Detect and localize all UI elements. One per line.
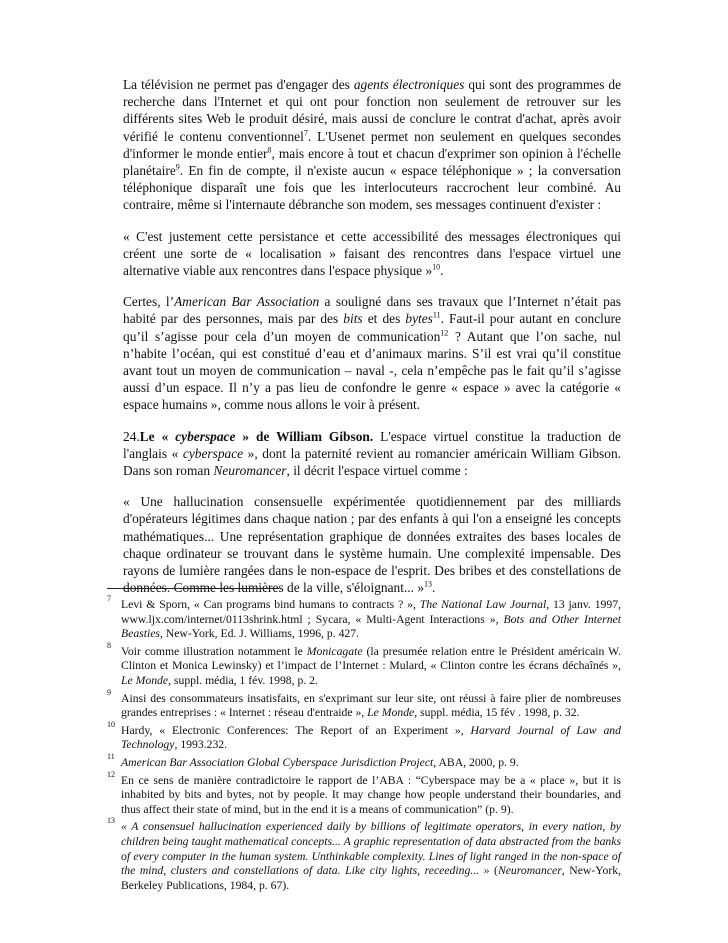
footnote-11: 11 American Bar Association Global Cyberspace Jurisdiction Project, ABA, 2000, p. 9. [107, 751, 519, 769]
footnote-ref: 9 [175, 162, 180, 172]
quote-hallucination: « Une hallucination consensuelle expérimentée quotidiennement par des milliards d'opérateurs légitimes dans chaque nation ; par des enfants à qui l'on a enseigné les concepts mathématiques... Une représentation graphique de données extraites des bases locales de chaque ordinateur se trouvant dans le système humain. Une complexité impensable. Des rayons de lumière rangées dans le non-espace de l'esprit. Des bribes et des constellations de données. Comme les lumières de la ville, s'éloignant... »$^{13}$. [123, 494, 621, 596]
footnote-8: 8 Voir comme illustration notamment le Monicagate (la presumée relation entre le Président américain W. Clinton et Monica Lewinsky) et l’impact de l’Internet : Mulard, « Clinton contre les écrans déchaînés », Le Monde, suppl. média, 1 fév. 1998, p. 2. [107, 640, 621, 687]
footnote-10: 10 Hardy, « Electronic Conferences: The Report of an Experiment », Harvard Journal of Law and Technology, 1993.232. [107, 719, 621, 752]
footnote-separator [107, 588, 279, 589]
footnote-9: 9 Ainsi des consommateurs insatisfaits, en s'exprimant sur leur site, ont réussi à faire plier de nombreuses grandes entreprises : « Internet : réseau d'entraide », Le Monde, suppl. média, 15 fév . 1998, p. 32. [107, 687, 621, 720]
footnote-ref: 13 [424, 579, 433, 589]
section-heading: Le « cyberspace » de William Gibson. [139, 428, 374, 444]
footnotes [107, 594, 621, 893]
section-number: 24. [123, 428, 140, 444]
footnote-ref: 12 [440, 328, 449, 338]
footnote-ref: 8 [267, 145, 272, 155]
quote-persistence: « C'est justement cette persistance et cette accessibilité des messages électroniques qui créent une sorte de « localisation » faisant des rencontres dans l'espace virtuel une alternative viable aux rencontres dans l'espace physique »$^{10}$. [123, 228, 621, 279]
footnote-ref: 11 [432, 310, 441, 320]
body-text [123, 76, 621, 610]
footnote-13: 13 « A consensuel hallucination experienced daily by billions of legitimate operators, in every nation, by children being taught mathematical concepts... A graphic representation of data abstracted from the banks of every computer in the human system. Unthinkable complexity. Lines of light ranged in the non-space of the mind, clusters and constellations of data. Like city lights, receeding... » (Neuromancer, New-York, Berkeley Publications, 1984, p. 67). [107, 816, 621, 892]
footnote-7: 7 Levi & Sporn, « Can programs bind humans to contracts ? », The National Law Journal, 13 janv. 1997, www.ljx.com/internet/0113shrink.html ; Sycara, « Multi-Agent Interactions », Bots and Other Internet Beasties, New-York, Ed. J. Williams, 1996, p. 427. [107, 594, 621, 641]
footnote-ref: 10 [432, 262, 441, 272]
footnote-ref: 7 [303, 128, 308, 138]
paragraph-agents: La télévision ne permet pas d'engager des agents électroniques qui sont des programmes de recherche dans l'Internet et qui ont pour fonction non seulement de retrouver sur les différents sites Web le produit désiré, mais aussi de conclure le contrat d'achat, après avoir vérifié le contenu conventionnel$^7$. L'Usenet permet non seulement en quelques secondes d'informer le monde entier$^8$, mais encore à tout et chacun d'exprimer son opinion à l'échelle planétaire$^9$. En fin de compte, il n'existe aucun « espace téléphonique » ; la conversation téléphonique disparaît une fois que les interlocuteurs raccrochent leur combiné. Au contraire, même si l'internaute débranche son modem, ses messages continuent d'exister : [123, 77, 622, 213]
paragraph-gibson: 24.Le « cyberspace » de William Gibson. L'espace virtuel constitue la traduction de l'anglais « cyberspace », dont la paternité revient au romancier américain William Gibson. Dans son roman Neuromancer, il décrit l'espace virtuel comme : [123, 428, 622, 479]
paragraph-aba: Certes, l’American Bar Association a souligné dans ses travaux que l’Internet n’était pas habité par des personnes, mais par des bits et des bytes$^{11}$. Faut-il pour autant en conclure qu’il s’agisse pour cela d’un moyen de communication$^{12}$ ? Autant que l’on sache, nul n’habite l’océan, qui est constitué d’eau et d’animaux marins. S’il est vrai qu’il constitue avant tout un moyen de communication – naval -, cela n’empêche pas le fait qu’il s’agisse aussi d’un espace. Il n’y a pas lieu de confondre le genre « espace » avec la catégorie « espace humains », comme nous allons le voir à présent. [123, 294, 621, 413]
footnote-12: 12 En ce sens de manière contradictoire le rapport de l’ABA : “Cyberspace may be a « place », but it is inhabited by bits and bytes, not by people. It may change how people understand their boundaries, and thus affect their state of mind, but in the end it is a means of communication” (p. 9). [107, 769, 621, 816]
